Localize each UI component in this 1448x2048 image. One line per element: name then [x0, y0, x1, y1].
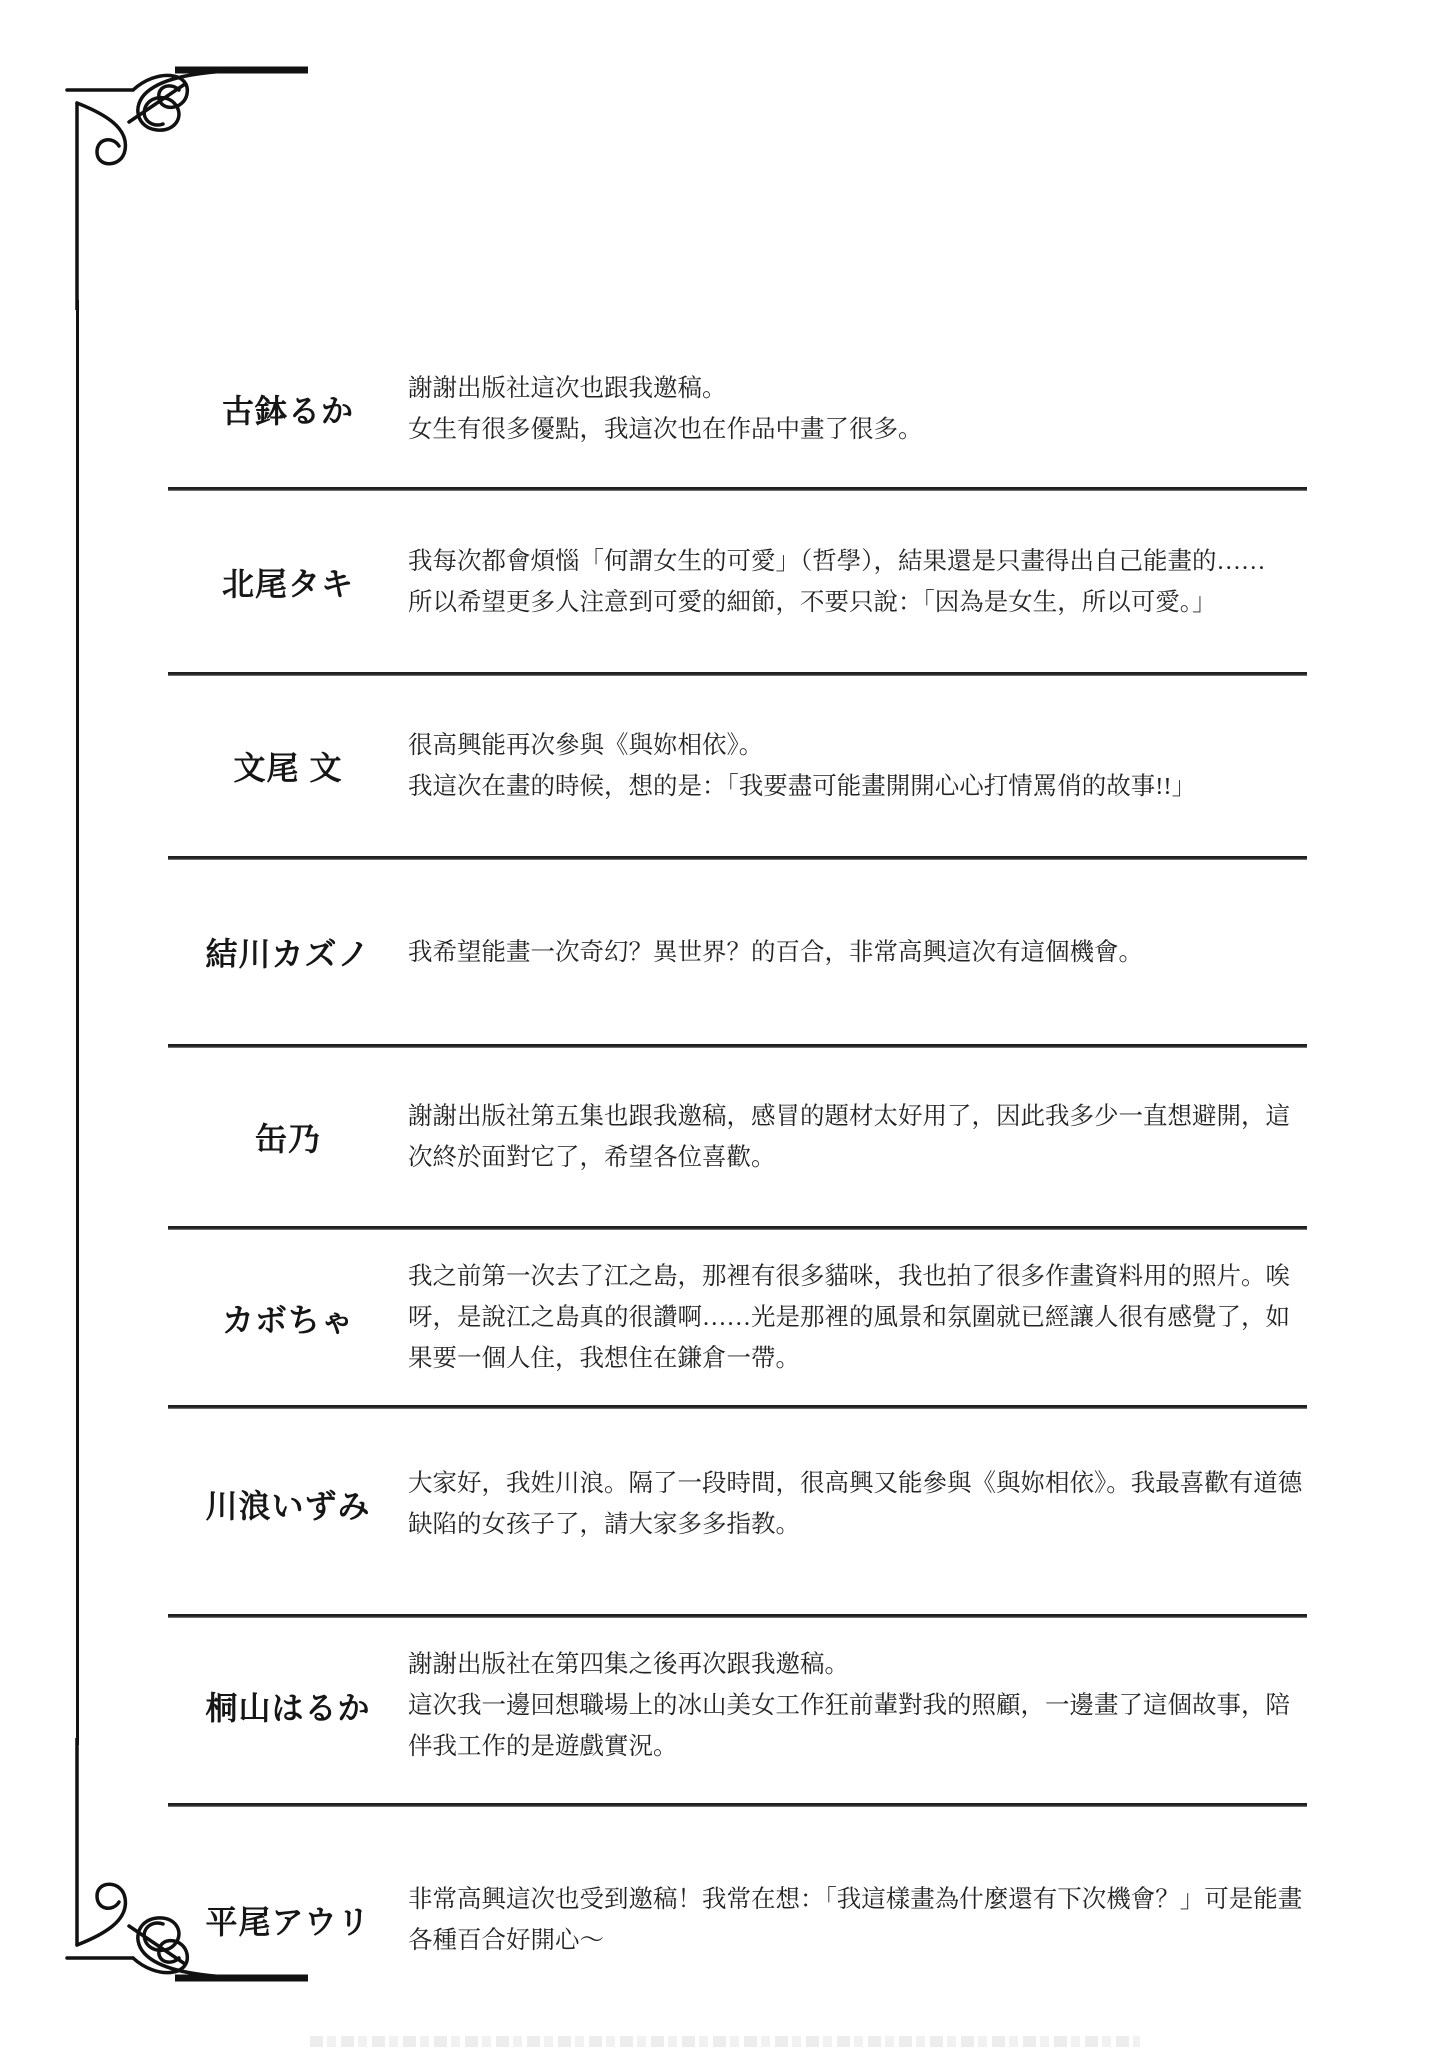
- author-comment: [408, 725, 1303, 807]
- author-name: 川浪いずみ: [205, 1488, 371, 1524]
- author-entry: [168, 1048, 1307, 1226]
- comment-line: 我每次都會煩惱「何謂女生的可愛」（哲學），結果還是只畫得出自己能畫的……: [408, 547, 1266, 575]
- author-comment: [408, 1879, 1303, 1961]
- comment-line: 謝謝出版社第五集也跟我邀稿，感冒的題材太好用了，因此我多少一直想避開，這次終於面對它了，希望各位喜歡。: [408, 1103, 1290, 1171]
- flourish-ornament-icon: [45, 40, 315, 310]
- comment-line: 很高興能再次參與《與妳相依》。: [408, 732, 764, 759]
- author-comment: [408, 932, 1303, 973]
- author-entry: [168, 491, 1307, 672]
- author-name: 北尾タキ: [221, 565, 354, 602]
- author-entry: [168, 676, 1307, 856]
- comment-line: 我這次在畫的時候，想的是：「我要盡可能畫開開心心打情罵俏的故事!!」: [408, 773, 1197, 800]
- comment-line: 所以希望更多人注意到可愛的細節，不要只說：「因為是女生，所以可愛。」: [408, 588, 1217, 616]
- author-entry: [168, 860, 1307, 1044]
- author-name: 結川カズノ: [205, 936, 371, 972]
- author-entry: [168, 1807, 1307, 2032]
- comment-line: 這次我一邊回想職場上的冰山美女工作狂前輩對我的照顧，一邊畫了這個故事，陪伴我工作的是遊戲實況。: [408, 1692, 1290, 1760]
- author-name: 古鉢るか: [221, 392, 354, 429]
- author-entry: [168, 1618, 1307, 1803]
- author-comment: [408, 1096, 1303, 1178]
- comment-line: 女生有很多優點，我這次也在作品中畫了很多。: [408, 415, 923, 443]
- author-entry: [168, 330, 1307, 487]
- author-name: カボちゃ: [221, 1301, 354, 1338]
- author-comment: [408, 1644, 1303, 1767]
- author-entry: [168, 1230, 1307, 1405]
- left-border-line: [76, 300, 79, 1745]
- comment-line: 我希望能畫一次奇幻？異世界？的百合，非常高興這次有這個機會。: [408, 938, 1143, 966]
- author-name: 桐山はるか: [205, 1689, 371, 1726]
- author-name: 文尾 文: [233, 750, 343, 786]
- comment-line: 我之前第一次去了江之島，那裡有很多貓咪，我也拍了很多作畫資料用的照片。唉呀，是說江之島真的很讚啊……光是那裡的風景和氛圍就已經讓人很有感覺了，如果要一個人住，我想住在鎌倉一帶。: [408, 1263, 1290, 1372]
- comment-line: 謝謝出版社這次也跟我邀稿。: [408, 374, 727, 402]
- author-name: 平尾アウリ: [205, 1903, 371, 1940]
- author-name: 缶乃: [254, 1121, 321, 1157]
- footer-watermark: [310, 2036, 1140, 2047]
- author-comment: [408, 1463, 1303, 1545]
- comment-line: 大家好，我姓川浪。隔了一段時間，很高興又能參與《與妳相依》。我最喜歡有道德缺陷的女孩子了，請大家多多指教。: [408, 1470, 1303, 1538]
- author-comment: [408, 368, 1303, 450]
- comment-line: 非常高興這次也受到邀稿！我常在想：「我這樣畫為什麼還有下次機會？」可是能畫各種百合好開心～: [408, 1885, 1303, 1954]
- author-comment: [408, 1256, 1303, 1379]
- corner-flourish-top-left: [45, 40, 315, 310]
- comment-line: 謝謝出版社在第四集之後再次跟我邀稿。: [408, 1651, 849, 1678]
- author-comments-list: [168, 330, 1307, 2032]
- author-comment: [408, 541, 1303, 623]
- author-entry: [168, 1409, 1307, 1614]
